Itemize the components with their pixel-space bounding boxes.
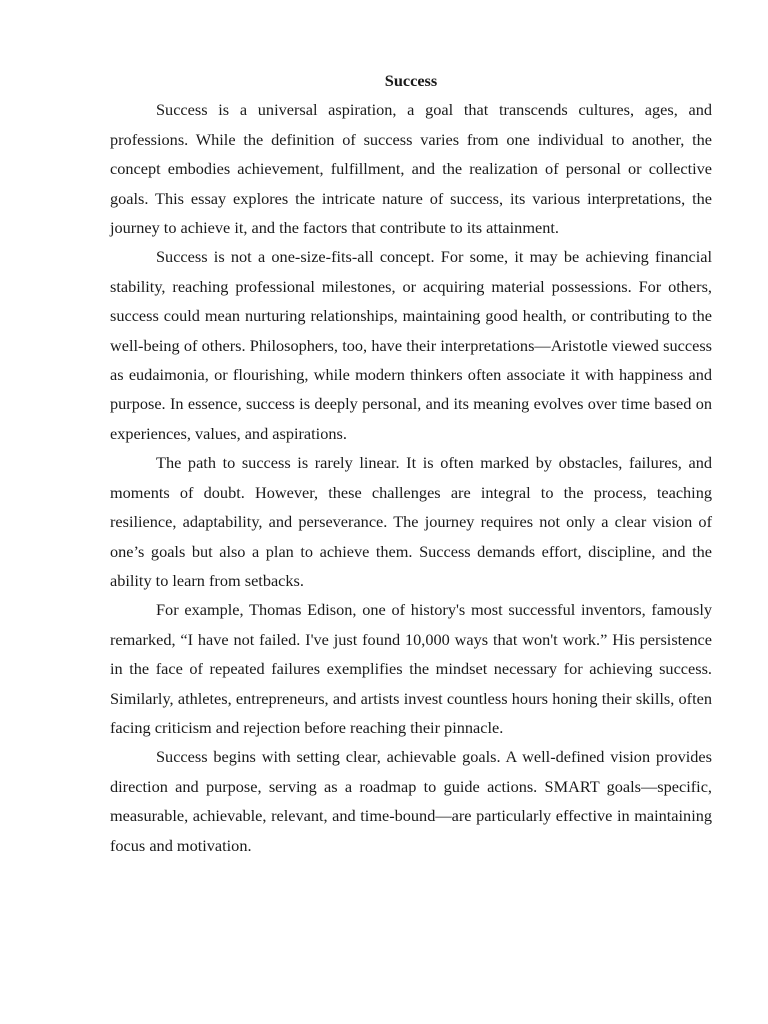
paragraph-intro: Success is a universal aspiration, a goal that transcends cultures, ages, and professions. While the definition of success varies from one individual to another, the concept embodies achievement, fulfillment, and the realization of personal or collective goals. This essay explores the intricate nature of success, its various interpretations, the journey to achieve it, and the factors that contribute to its attainment. [110,100,712,238]
document-title: Success [384,71,438,90]
paragraph-definitions: Success is not a one-size-fits-all concept. For some, it may be achieving financial stability, reaching professional milestones, or acquiring material possessions. For others, success could mean nurturing relationships, maintaining good health, or contributing to the well-being of others. Philosophers, too, have their interpretations—Aristotle viewed success as eudaimonia, or flourishing, while modern thinkers often associate it with happiness and purpose. In essence, success is deeply personal, and its meaning evolves over time based on experiences, values, and aspirations. [110,247,712,443]
paragraph-goals: Success begins with setting clear, achievable goals. A well-defined vision provides direction and purpose, serving as a roadmap to guide actions. SMART goals—specific, measurable, achievable, relevant, and time-bound—are particularly effective in maintaining focus and motivation. [110,747,712,855]
paragraph-path: The path to success is rarely linear. It is often marked by obstacles, failures, and moments of doubt. However, these challenges are integral to the process, teaching resilience, adaptability, and perseverance. The journey requires not only a clear vision of one’s goals but also a plan to achieve them. Success demands effort, discipline, and the ability to learn from setbacks. [110,453,712,590]
document-body [110,66,712,860]
paragraph-example: For example, Thomas Edison, one of history's most successful inventors, famously remarked, “I have not failed. I've just found 10,000 ways that won't work.” His persistence in the face of repeated failures exemplifies the mindset necessary for achieving success. Similarly, athletes, entrepreneurs, and artists invest countless hours honing their skills, often facing criticism and rejection before reaching their pinnacle. [110,600,712,737]
